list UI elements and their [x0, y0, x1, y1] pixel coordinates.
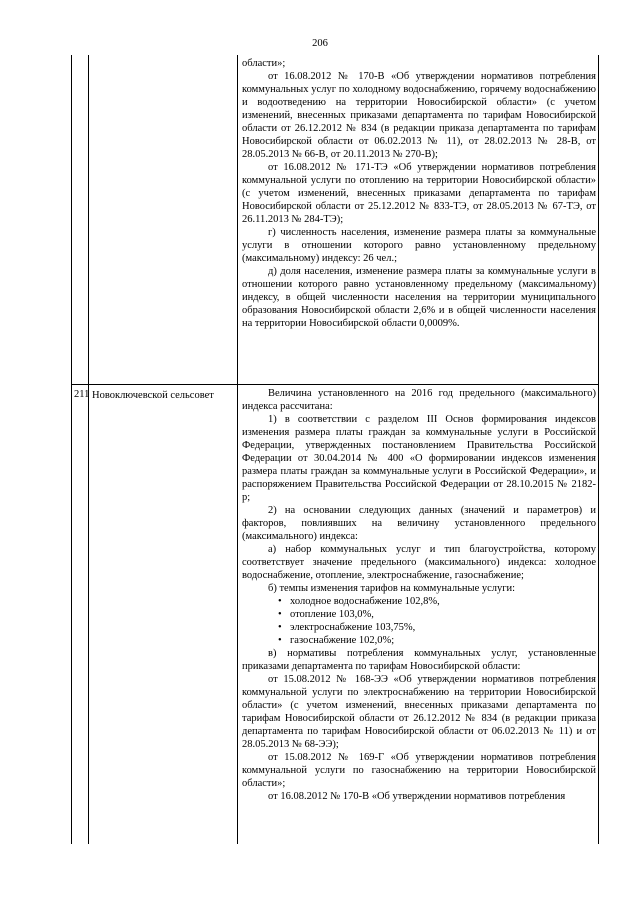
bullet-item: • отопление 103,0%,	[242, 608, 596, 621]
bullet-item: • электроснабжение 103,75%,	[242, 621, 596, 634]
column-divider	[88, 385, 89, 844]
table-row	[71, 384, 599, 844]
column-divider	[237, 385, 238, 844]
paragraph: г) численность населения, изменение размера платы за коммунальные услуги в отношении которого равно установленному предельному (максимальному) индексу: 26 чел.;	[242, 227, 596, 264]
paragraph: 2) на основании следующих данных (значений и параметров) и факторов, повлиявших на величину установленного предельного (максимального) индекса:	[242, 505, 596, 542]
row-description	[242, 57, 596, 330]
bullet-item: • газоснабжение 102,0%;	[242, 634, 596, 647]
municipality-name: Новоключевской сельсовет	[92, 390, 214, 401]
page-number: 206	[312, 38, 328, 49]
table-row	[71, 55, 599, 385]
paragraph: 1) в соответствии с разделом III Основ формирования индексов изменения размера платы граждан за коммунальные услуги в Российской Федерации, утвержденных постановлением Правительства Российской Федерации от 30.04.2014 № 400 «О формировании индексов изменения размера платы граждан за коммунальные услуги в Российской Федерации», и распоряжением Правительства Российской Федерации от 28.10.2015 № 2182-р;	[242, 414, 596, 503]
paragraph: д) доля населения, изменение размера платы за коммунальные услуги в отношении которого равно установленному предельному (максимальному) индексу, в общей численности населения на территории муниципального образования Новосибирской области 2,6% и в общей численности населения на территории Новосибирской области 0,0009%.	[242, 266, 596, 329]
paragraph: в) нормативы потребления коммунальных услуг, установленные приказами департамента по тарифам Новосибирской области:	[242, 648, 596, 672]
paragraph: области»;	[242, 58, 286, 69]
paragraph: от 16.08.2012 № 170-В «Об утверждении нормативов потребления	[268, 791, 566, 802]
paragraph: б) темпы изменения тарифов на коммунальные услуги:	[268, 583, 516, 594]
paragraph: от 15.08.2012 № 168-ЭЭ «Об утверждении нормативов потребления коммунальной услуги по электроснабжению на территории Новосибирской области» (с учетом изменений, внесенных приказами департамента по тарифам Новосибирской области от 26.12.2012 № 834 (в редакции приказа департамента по тарифам Новосибирской области от 06.02.2013 № 11) и от 28.05.2013 № 68-ЭЭ);	[242, 674, 596, 750]
paragraph: а) набор коммунальных услуг и тип благоустройства, которому соответствует значение предельного (максимального) индекса: холодное водоснабжение, отопление, электроснабжение, газоснабжение;	[242, 544, 596, 581]
bullet-item: • холодное водоснабжение 102,8%,	[242, 595, 596, 608]
paragraph: Величина установленного на 2016 год предельного (максимального) индекса рассчитана:	[242, 388, 596, 412]
column-divider	[237, 55, 238, 384]
column-divider	[88, 55, 89, 384]
row-number: 211	[74, 389, 90, 400]
paragraph: от 16.08.2012 № 171-ТЭ «Об утверждении нормативов потребления коммунальной услуги по отоплению на территории Новосибирской области» (с учетом изменений, внесенных приказами департамента по тарифам Новосибирской области от 25.12.2012 № 833-ТЭ, от 28.05.2013 № 67-ТЭ, от 26.11.2013 № 284-ТЭ);	[242, 162, 596, 225]
paragraph: от 15.08.2012 № 169-Г «Об утверждении нормативов потребления коммунальной услуги по газоснабжению на территории Новосибирской области»;	[242, 752, 596, 789]
paragraph: от 16.08.2012 № 170-В «Об утверждении нормативов потребления коммунальных услуг по холодному водоснабжению, горячему водоснабжению и водоотведению на территории Новосибирской области» (с учетом изменений, внесенных приказами департамента по тарифам Новосибирской области от 26.12.2012 № 834 (в редакции приказа департамента по тарифам Новосибирской области от 06.02.2013 № 11), от 28.02.2013 № 28-В, от 28.05.2013 № 66-В, от 20.11.2013 № 270-В);	[242, 71, 596, 160]
row-description	[242, 387, 596, 803]
